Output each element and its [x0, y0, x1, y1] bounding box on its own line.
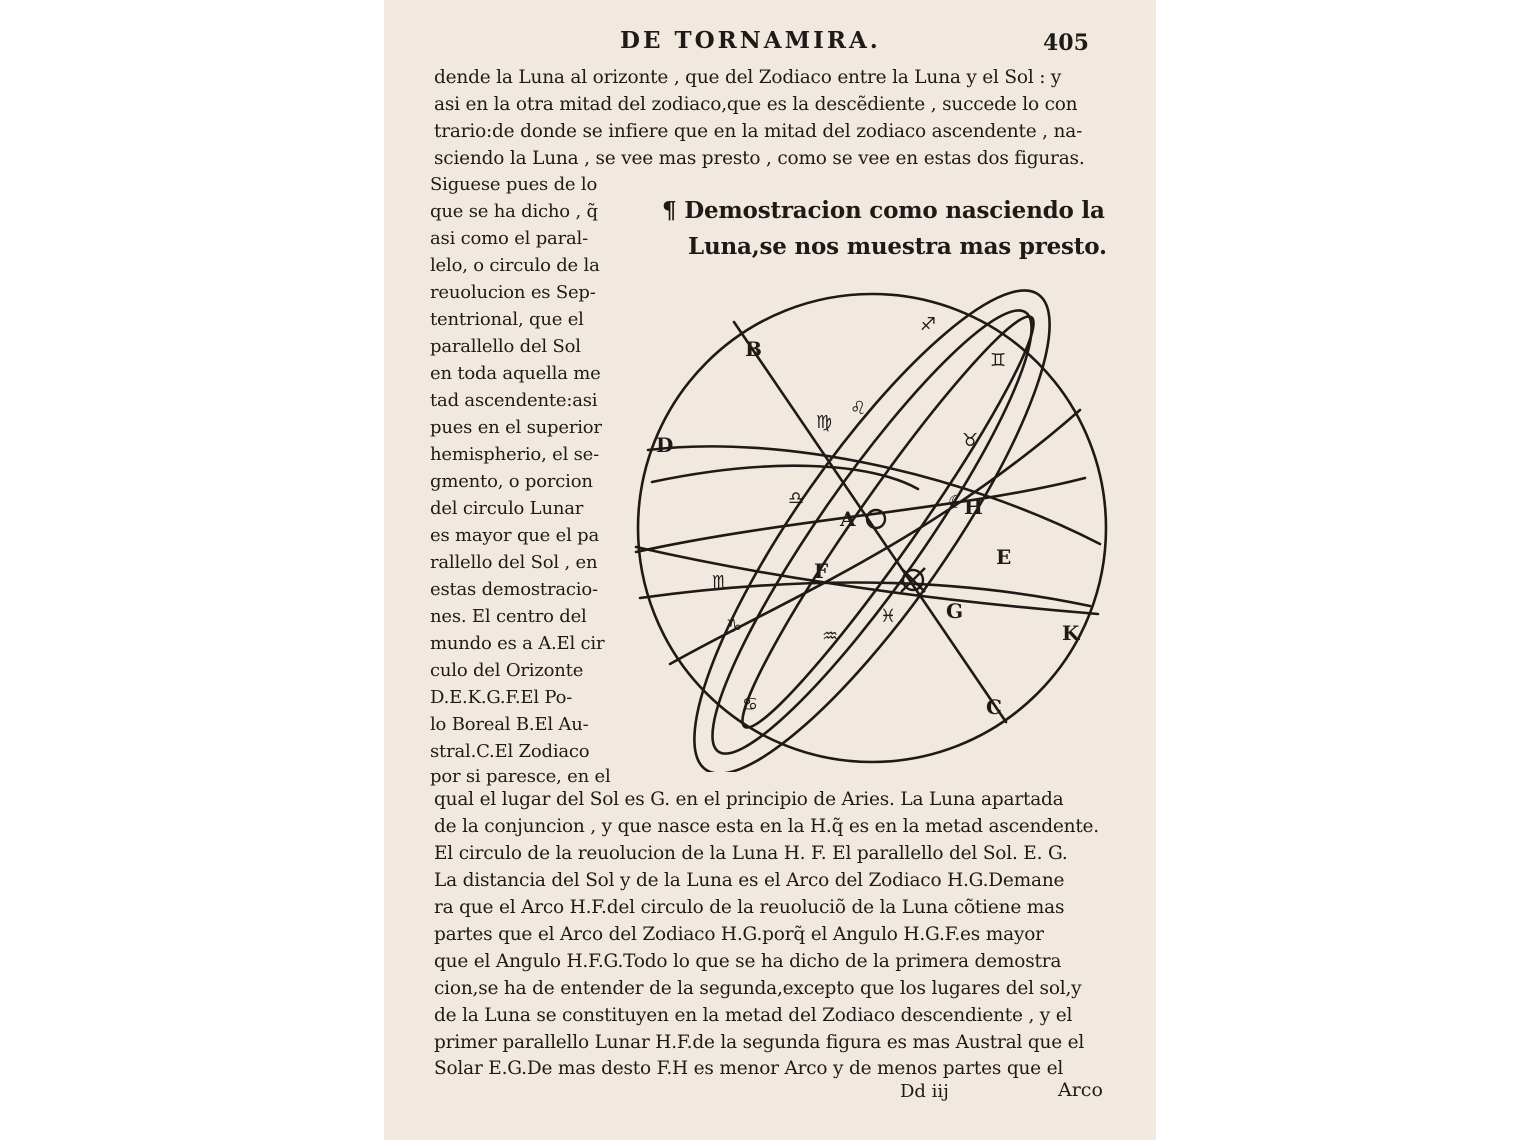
label-d: D: [656, 433, 674, 457]
text-line: La distancia del Sol y de la Luna es el Arco del Zodiaco H.G.Demane: [434, 870, 1065, 891]
column-line: tentrional, que el: [430, 309, 584, 330]
sagittarius-icon: ♐: [920, 314, 937, 335]
lunar-parallel: [636, 478, 1085, 552]
column-line: D.E.K.G.F.El Po-: [430, 687, 573, 708]
column-line: tad ascendente:asi: [430, 390, 598, 411]
text-line: ra que el Arco H.F.del circulo de la reuoluciõ de la Luna cõtiene mas: [434, 897, 1065, 918]
moon-crescent-icon: ☾: [948, 492, 965, 513]
scorpio-icon: ♏: [712, 572, 729, 593]
column-line: del circulo Lunar: [430, 498, 584, 519]
column-line: rallello del Sol , en: [430, 552, 598, 573]
column-line: lo Boreal B.El Au-: [430, 714, 589, 735]
text-line: de la Luna se constituyen en la metad del Zodiaco descendiente , y el: [434, 1005, 1073, 1026]
column-line: lelo, o circulo de la: [430, 255, 600, 276]
virgo-icon: ♍: [816, 412, 833, 433]
label-g: G: [946, 599, 964, 623]
column-line: stral.C.El Zodiaco: [430, 741, 590, 762]
text-line: trario:de donde se infiere que en la mitad del zodiaco ascendente , na-: [434, 121, 1083, 142]
label-c: C: [986, 695, 1002, 719]
column-line: pues en el superior: [430, 417, 602, 438]
label-a: A: [840, 507, 856, 531]
column-line: que se ha dicho , q̃: [430, 201, 598, 222]
text-line: que el Angulo H.F.G.Todo lo que se ha dicho de la primera demostra: [434, 951, 1062, 972]
text-line: primer parallello Lunar H.F.de la segunda figura es mas Austral que el: [434, 1032, 1085, 1053]
column-line: parallello del Sol: [430, 336, 581, 357]
text-line: partes que el Arco del Zodiaco H.G.porq̃ el Angulo H.G.F.es mayor: [434, 924, 1044, 945]
text-line: Solar E.G.De mas desto F.H es menor Arco y de menos partes que el: [434, 1058, 1064, 1079]
capricorn-icon: ♑: [726, 616, 743, 637]
gemini-icon: ♊: [990, 350, 1007, 371]
column-line: por si paresce, en el: [430, 766, 611, 787]
libra-icon: ♎: [788, 488, 805, 509]
column-line: es mayor que el pa: [430, 525, 600, 546]
text-line: asi en la otra mitad del zodiaco,que es la descẽdiente , succede lo con: [434, 94, 1078, 115]
polar-axis: [734, 322, 1006, 722]
armillary-sphere-diagram: [630, 282, 1114, 772]
label-b: B: [745, 337, 762, 361]
signature-mark: Dd iij: [900, 1081, 949, 1102]
text-line: de la conjuncion , y que nasce esta en la H.q̃ es en la metad ascendente.: [434, 816, 1099, 837]
column-line: mundo es a A.El cir: [430, 633, 605, 654]
label-e: E: [996, 545, 1012, 569]
text-line: dende la Luna al orizonte , que del Zodiaco entre la Luna y el Sol : y: [434, 67, 1062, 88]
catchword: Arco: [1058, 1079, 1103, 1101]
label-k: K: [1062, 621, 1080, 645]
column-line: nes. El centro del: [430, 606, 587, 627]
running-head: DE TORNAMIRA.: [620, 27, 881, 54]
leo-icon: ♌: [850, 398, 867, 419]
text-line: cion,se ha de entender de la segunda,excepto que los lugares del sol,y: [434, 978, 1082, 999]
column-line: Siguese pues de lo: [430, 174, 598, 195]
text-line: qual el lugar del Sol es G. en el principio de Aries. La Luna apartada: [434, 789, 1064, 810]
column-line: gmento, o porcion: [430, 471, 593, 492]
column-line: reuolucion es Sep-: [430, 282, 596, 303]
label-h: H: [964, 495, 983, 519]
pisces-icon: ♓: [880, 606, 897, 627]
aquarius-icon: ♒: [822, 626, 839, 647]
label-f: F: [814, 559, 829, 583]
taurus-icon: ♉: [962, 430, 979, 451]
figure-caption: Luna,se nos muestra mas presto.: [688, 233, 1107, 260]
column-line: asi como el paral-: [430, 228, 588, 249]
figure-caption: ¶ Demostracion como nasciendo la: [662, 197, 1105, 224]
column-line: en toda aquella me: [430, 363, 601, 384]
text-line: sciendo la Luna , se vee mas presto , como se vee en estas dos figuras.: [434, 148, 1085, 169]
text-line: El circulo de la reuolucion de la Luna H. F. El parallello del Sol. E. G.: [434, 843, 1068, 864]
cancer-icon: ♋: [742, 694, 759, 715]
page-number: 405: [1043, 30, 1089, 56]
column-line: culo del Orizonte: [430, 660, 584, 681]
column-line: hemispherio, el se-: [430, 444, 600, 465]
column-line: estas demostracio-: [430, 579, 598, 600]
